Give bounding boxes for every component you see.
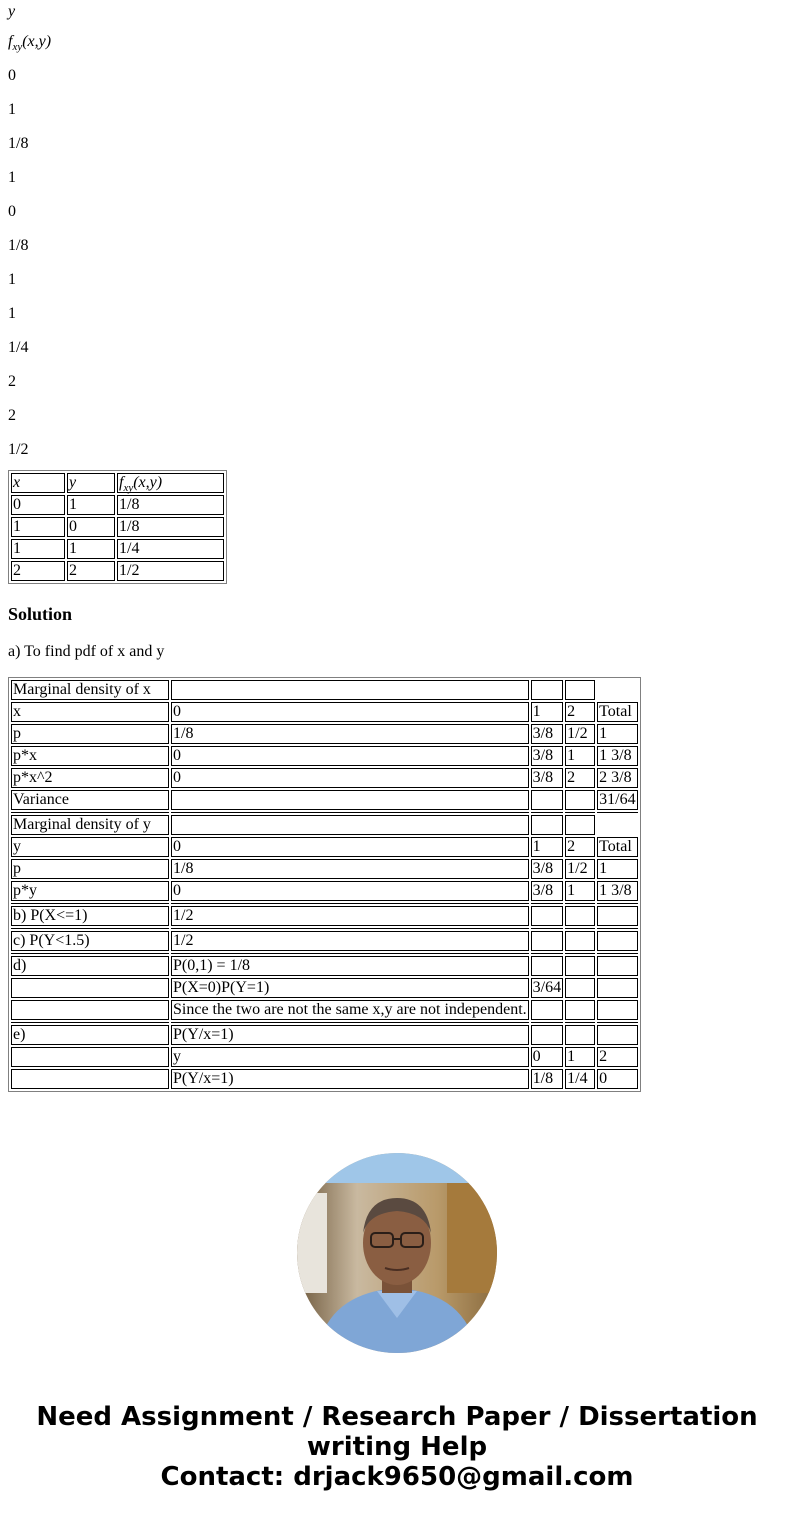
table-cell [565,978,595,998]
table-cell [597,1025,637,1045]
table-row [11,702,638,722]
table-cell: 1/8 [531,1069,563,1089]
table-cell: 1/8 [117,495,224,515]
table-cell [11,1000,169,1020]
table-cell: 1 [531,702,563,722]
table-separator [11,928,638,929]
table-row [11,1069,638,1089]
marginal-x-title: Marginal density of x [11,680,169,700]
table-row [11,978,638,998]
table-cell [565,790,595,810]
table-cell [531,815,563,835]
table-row [11,837,638,857]
table-cell: p [11,859,169,879]
table-cell [565,956,595,976]
table-separator [11,903,638,904]
table-row [11,956,638,976]
table-cell: 1 [565,746,595,766]
table-cell: P(Y/x=1) [171,1069,529,1089]
list-value: 2 [8,373,16,390]
header-x: x [11,473,65,493]
table-cell: 3/8 [531,859,563,879]
table-cell: 3/8 [531,881,563,901]
list-value: 0 [8,67,16,84]
table-cell [597,1000,637,1020]
table-cell [565,1000,595,1020]
table-cell [531,931,563,951]
footer-banner [0,1402,794,1492]
footer-line-2: writing Help [306,1432,488,1462]
table-cell: 1 [67,495,115,515]
table-cell: 1 [67,539,115,559]
table-cell [531,956,563,976]
table-row [11,790,638,810]
table-cell: P(Y/x=1) [171,1025,529,1045]
table-cell: 0 [171,702,529,722]
list-value: 0 [8,203,16,220]
part-a-text: a) To find pdf of x and y [8,643,165,660]
table-cell: 1 3/8 [597,881,637,901]
table-cell [565,1025,595,1045]
table-row [11,746,638,766]
table-cell [531,906,563,926]
table-row [11,859,638,879]
list-value: 1 [8,271,16,288]
table-cell: 3/8 [531,724,563,744]
table-cell: Variance [11,790,169,810]
table-cell [531,680,563,700]
table-row [11,931,638,951]
table-cell: c) P(Y<1.5) [11,931,169,951]
list-value: 1 [8,305,16,322]
table-separator [11,1022,638,1023]
f-label: $f_{xy}(x,y)$ [8,33,52,54]
table-cell: 0 [67,517,115,537]
table-cell: 0 [171,746,529,766]
list-value: 2 [8,407,16,424]
table-cell: 2 [597,1047,637,1067]
table-cell [597,680,637,700]
table-cell: 0 [11,495,65,515]
table-cell [565,931,595,951]
table-row [11,815,638,835]
table-cell: 0 [171,837,529,857]
table-separator [11,812,638,813]
table-cell: 2 [11,561,65,581]
table-header-row [11,473,224,493]
table-cell: 1 [11,517,65,537]
table-cell: P(X=0)P(Y=1) [171,978,529,998]
table-cell [565,815,595,835]
table-cell: 1 [531,837,563,857]
table-cell: 0 [597,1069,637,1089]
joint-pdf-table [8,470,227,584]
table-cell: 1/4 [565,1069,595,1089]
table-cell: 2 3/8 [597,768,637,788]
table-cell: 2 [565,837,595,857]
table-cell: x [11,702,169,722]
table-cell [171,790,529,810]
table-cell: 2 [67,561,115,581]
table-cell: p*x^2 [11,768,169,788]
table-row [11,561,224,581]
table-row [11,495,224,515]
list-value: 1/8 [8,237,29,254]
list-value: 1/4 [8,339,29,356]
table-cell [11,1047,169,1067]
y-label: y [8,3,16,20]
table-cell: p*x [11,746,169,766]
table-cell [597,978,637,998]
table-row [11,768,638,788]
table-cell: 3/64 [532,979,562,996]
author-photo [297,1153,497,1353]
table-cell: 0 [171,768,529,788]
table-cell [531,1000,563,1020]
table-cell [11,978,169,998]
list-value: 1 [8,169,16,186]
table-cell: 1/8 [171,724,529,744]
table-cell: 3/8 [531,768,563,788]
table-cell [565,680,595,700]
table-cell [597,931,637,951]
table-row [11,517,224,537]
table-row [11,1047,638,1067]
table-row [11,724,638,744]
table-cell: p*y [11,881,169,901]
table-cell: 1/2 [117,561,224,581]
table-cell: 1/2 [565,859,595,879]
table-cell: 1 [597,724,637,744]
header-y: y [67,473,115,493]
table-row [11,881,638,901]
table-cell: Total [597,837,637,857]
table-cell [11,1069,169,1089]
table-cell: y [11,837,169,857]
table-cell: 2 [565,702,595,722]
table-cell: 1 [565,1047,595,1067]
table-cell: 1/2 [171,931,529,951]
table-cell [597,815,637,835]
table-cell: 0 [171,881,529,901]
table-cell: b) P(X<=1) [11,906,169,926]
table-cell: 1 3/8 [597,746,637,766]
table-cell [531,1025,563,1045]
table-cell: 1/2 [171,906,529,926]
table-cell [565,906,595,926]
table-row [11,680,638,700]
table-cell [171,680,529,700]
table-cell: 2 [565,768,595,788]
table-cell [531,790,563,810]
table-cell: 1 [597,859,637,879]
table-cell: 1/4 [117,539,224,559]
table-cell: 1/2 [565,724,595,744]
table-cell: 1/8 [171,859,529,879]
table-cell: 1/8 [117,517,224,537]
table-cell: d) [11,956,169,976]
table-cell [597,956,637,976]
table-cell: e) [11,1025,169,1045]
table-cell: p [11,724,169,744]
table-cell [171,815,529,835]
footer-line-1: Need Assignment / Research Paper / Dissertation [36,1402,758,1432]
solution-table [8,677,641,1092]
table-separator [11,953,638,954]
table-cell: 1 [565,881,595,901]
table-row [11,1025,638,1045]
table-row [11,1000,638,1020]
table-cell: Total [597,702,637,722]
table-cell: 1 [11,539,65,559]
solution-heading: Solution [8,604,73,624]
table-cell: Since the two are not the same x,y are not independent. [173,1001,527,1018]
footer-contact: Contact: drjack9650@gmail.com [160,1462,634,1492]
table-row [11,539,224,559]
portrait-illustration [297,1153,497,1353]
list-value: 1/8 [8,135,29,152]
table-cell: 31/64 [599,791,636,808]
marginal-y-title: Marginal density of y [11,815,169,835]
header-fxy: $f_{xy}(x,y)$ [117,473,224,493]
table-cell: P(0,1) = 1/8 [171,956,529,976]
table-cell: 0 [531,1047,563,1067]
table-row [11,906,638,926]
list-value: 1/2 [8,441,29,458]
document-body [8,0,786,1092]
table-cell: 3/8 [531,746,563,766]
table-cell: y [171,1047,529,1067]
list-value: 1 [8,101,16,118]
table-cell [597,906,637,926]
